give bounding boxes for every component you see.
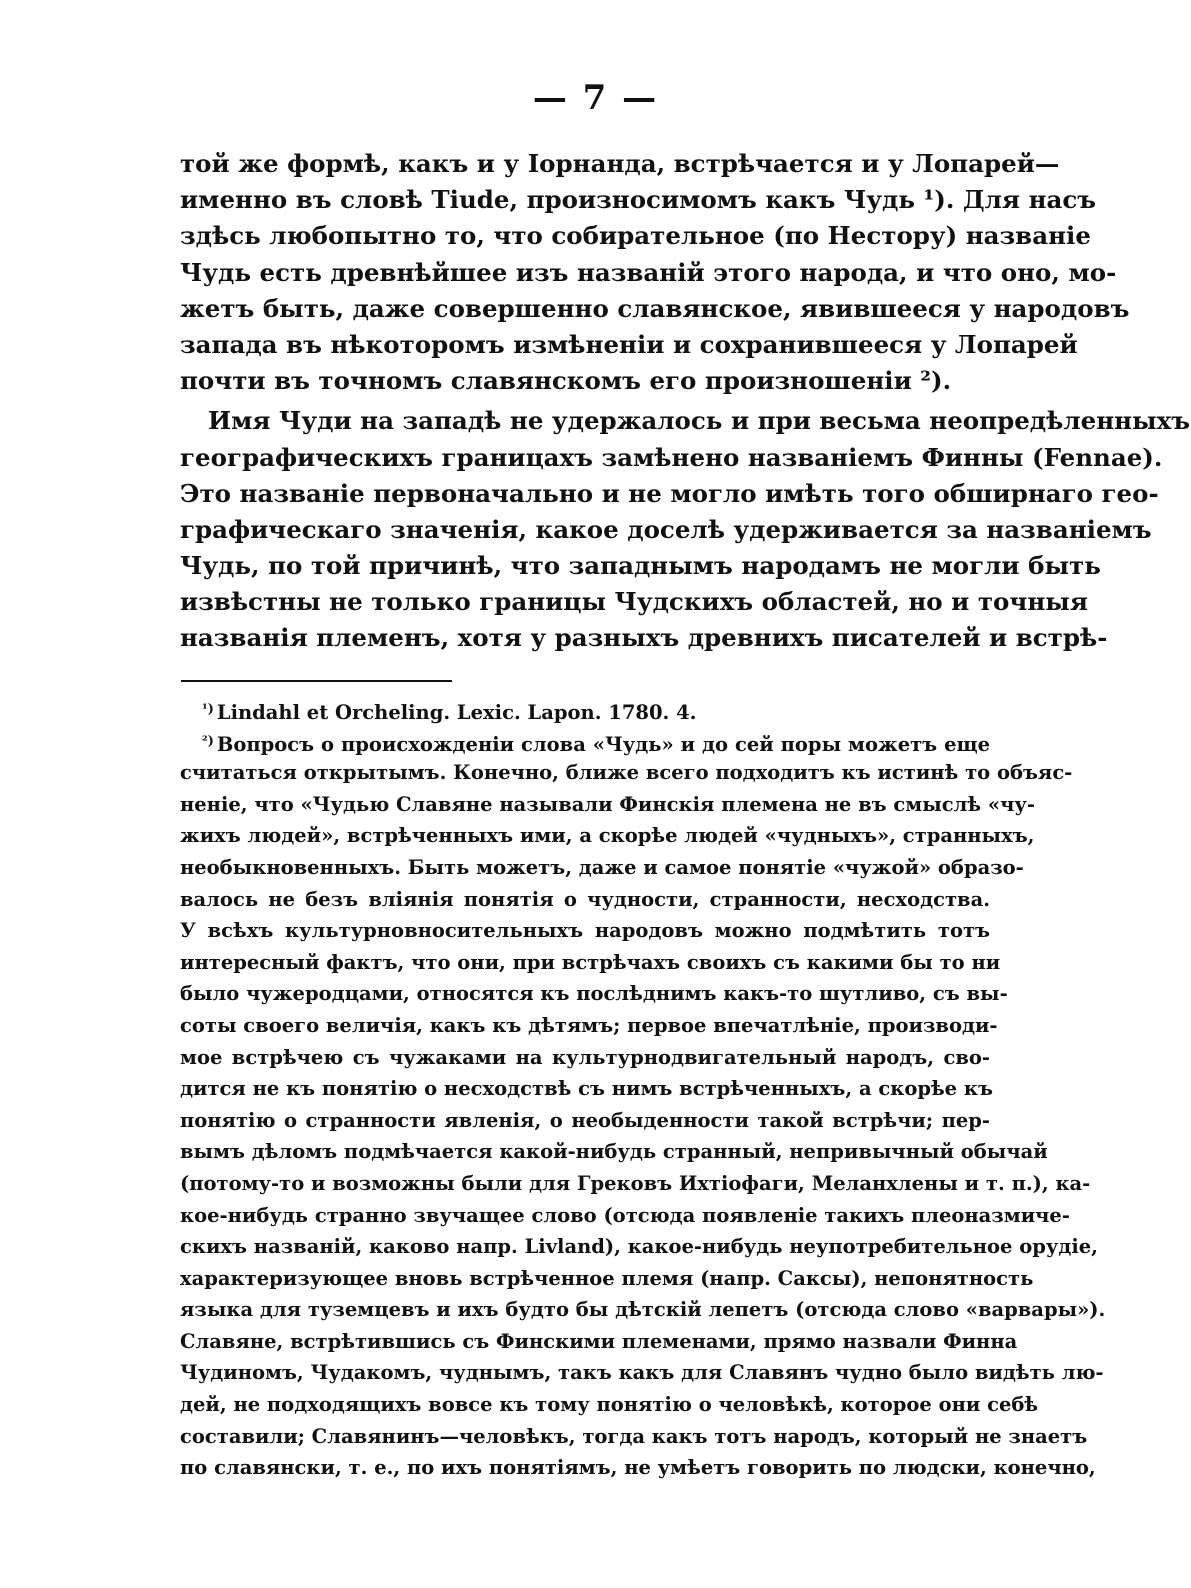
main-text-line: жетъ быть, даже совершенно славянское, явившееся у народовъ [180,293,1130,323]
footnote-mark: ²) [202,733,214,749]
footnotes [180,694,1106,1484]
main-text-line: извѣстны не только границы Чудскихъ областей, но и точныя [180,587,1088,617]
footnote-2-line: скихъ названій, каково напр. Livland), какое-нибудь неупотребительное орудіе, [180,1235,1098,1259]
footnote-text: Вопросъ о происхожденіи слова «Чудь» и до сей поры можетъ еще [216,732,990,756]
main-text-line: Чудь есть древнѣйшее изъ названій этого народа, и что оно, мо- [180,257,1117,287]
footnote-2-line: кое-нибудь странно звучащее слово (отсюда появленіе такихъ плеоназмиче- [180,1203,1070,1227]
footnote-2-line: считаться открытымъ. Конечно, ближе всего подходитъ къ истинѣ то объяс- [180,761,1073,785]
footnote-text: Lindahl et Orcheling. Lexic. Lapon. 1780. 4. [216,701,697,724]
main-text-line: Чудь, по той причинѣ, что западнымъ народамъ не могли быть [180,551,1101,581]
main-text-line: географическихъ границахъ замѣнено названіемъ Финны (Fennae). [180,442,1163,472]
footnote-2-line: соты своего величія, какъ къ дѣтямъ; первое впечатлѣніе, производи- [180,1013,998,1037]
footnote-2-line: (потому-то и возможны были для Грековъ Ихтіофаги, Меланхлены и т. п.), ка- [180,1171,1091,1195]
page-number: — 7 — [532,78,659,118]
footnote-2-line: языка для туземцевъ и ихъ будто бы дѣтскій лепетъ (отсюда слово «варвары»). [180,1298,1106,1322]
footnote-2-line: вымъ дѣломъ подмѣчается какой-нибудь странный, непривычный обычай [180,1140,1048,1164]
footnote-2-line: валось не безъ вліянія понятія о чудности, странности, несходства. [180,887,990,911]
footnote-2-line [180,726,990,758]
footnote-2-line: дится не къ понятію о несходствѣ съ нимъ встрѣченныхъ, а скорѣе къ [180,1077,993,1101]
footnote-2-line: У всѣхъ культурновносительныхъ народовъ можно подмѣтить тотъ [180,919,990,943]
main-text-line: запада въ нѣкоторомъ измѣненіи и сохранившееся у Лопарей [180,329,1078,359]
footnote-2-line: неніе, что «Чудью Славяне называли Финскія племена не въ смыслѣ «чу- [180,792,1035,816]
footnote-mark: ¹) [202,702,214,717]
main-text-line: здѣсь любопытно то, что собирательное (по Нестору) названіе [180,221,1091,251]
footnote-2-line: Чудиномъ, Чудакомъ, чуднымъ, такъ какъ для Славянъ чудно было видѣть лю- [180,1361,1104,1385]
main-text-line: той же формѣ, какъ и у Іорнанда, встрѣчается и у Лопарей— [180,149,1060,178]
footnote-2-line: понятію о странности явленія, о необыденности такой встрѣчи; пер- [180,1108,990,1132]
footnote-2-line: жихъ людей», встрѣченныхъ ими, а скорѣе людей «чудныхъ», странныхъ, [180,824,1035,848]
main-text-line: графическаго значенія, какое доселѣ удерживается за названіемъ [180,514,1152,544]
footnote-1 [180,694,990,726]
footnote-2-line: дей, не подходящихъ вовсе къ тому понятію о человѣкѣ, которое они себѣ [180,1393,1039,1417]
main-text-line: названія племенъ, хотя у разныхъ древнихъ писателей и встрѣ- [180,623,1108,653]
main-text-line: Имя Чуди на западѣ не удержалось и при весьма неопредѣленныхъ [208,406,1191,436]
footnote-divider [181,680,452,682]
footnote-2-line: мое встрѣчею съ чужаками на культурнодвигательный народъ, сво- [180,1045,990,1069]
footnote-2-line: интересный фактъ, что они, при встрѣчахъ своихъ съ какими бы то ни [180,950,1001,974]
footnote-2-line: составили; Славянинъ—человѣкъ, тогда какъ тотъ народъ, который не знаетъ [180,1424,1088,1448]
main-text-line: именно въ словѣ Tiude, произносимомъ какъ Чудь ¹). Для насъ [180,185,1097,215]
footnote-2-line: по славянски, т. е., по ихъ понятіямъ, не умѣетъ говорить по людски, конечно, [180,1456,1096,1480]
footnote-2-line: характеризующее вновь встрѣченное племя (напр. Саксы), непонятность [180,1266,1034,1290]
main-text [180,146,1191,657]
footnote-2-line: необыкновенныхъ. Быть можетъ, даже и самое понятіе «чужой» образо- [180,855,1024,879]
footnote-2-line: было чужеродцами, относятся къ послѣднимъ какъ-то шутливо, съ вы- [180,982,1008,1006]
main-text-line: почти въ точномъ славянскомъ его произношеніи ²). [180,366,952,396]
footnote-2-line: Славяне, встрѣтившись съ Финскими племенами, прямо назвали Финна [180,1329,1018,1353]
main-text-line: Это названіе первоначально и не могло имѣть того обширнаго гео- [180,478,1159,508]
